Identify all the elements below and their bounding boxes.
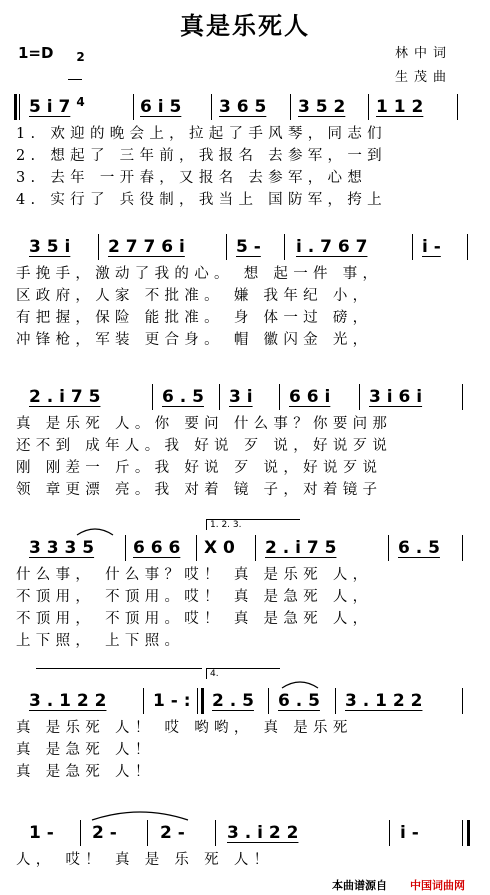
note-group: 6 6 6 [133, 538, 181, 558]
lyric-line-1: 什么事， 什么事？哎！ 真 是乐死 人， [16, 567, 373, 583]
notation-line [0, 94, 490, 120]
note-group: 3 6 5 [219, 97, 267, 117]
note-group: i - [400, 823, 419, 843]
time-signature-numerator: 2 [76, 50, 85, 64]
note-group: 2 - [160, 823, 185, 843]
lyric-line-2: 还不到 成年人。我 好说 歹 说，好说歹说 [16, 438, 393, 454]
note-group: 3 . 1 2 2 [29, 691, 107, 711]
lyric-line-3: 有把握，保险 能批准。 身 体一过 磅， [16, 310, 373, 326]
note-group: 2 . 5 [212, 691, 254, 711]
note-group: 3 5 i [29, 237, 71, 257]
notation-line [0, 234, 490, 260]
note-group: 3 . i 2 2 [227, 823, 299, 843]
note-group: i . 7 6 7 [296, 237, 368, 257]
note-group: 6 . 5 [278, 691, 320, 711]
lyric-line-2: 真 是急死 人！ [16, 742, 155, 758]
note-group: 2 - [92, 823, 117, 843]
lyricist-credit: 林中词 [395, 46, 453, 61]
key-signature: 1=D [18, 44, 54, 62]
lyric-line-1: 人， 哎！ 真 是 乐 死 人！ [16, 852, 274, 868]
note-group: 6 i 5 [140, 97, 182, 117]
lyric-line-3: 不顶用， 不顶用。哎！ 真 是急死 人， [16, 611, 373, 627]
note-group: X 0 [204, 538, 235, 558]
note-group: 5 i 7 [29, 97, 71, 117]
lyric-line-1: 真 是乐死 人。你 要问 什么事？你要问那 [16, 416, 393, 432]
lyric-line-2: 不顶用， 不顶用。哎！ 真 是急死 人， [16, 589, 373, 605]
note-group: 5 - [236, 237, 261, 257]
lyric-line-1: 真 是乐死 人！ 哎 哟哟， 真 是乐死 [16, 720, 353, 736]
lyric-line-2: 2. 想起了 三年前，我报名 去参军，一到 [16, 148, 387, 164]
lyric-line-4: 领 章更漂 亮。我 对着 镜 子，对着镜子 [16, 482, 383, 498]
note-group: 2 . i 7 5 [29, 387, 101, 407]
note-group: 3 5 2 [298, 97, 346, 117]
time-signature-denominator: 4 [76, 95, 85, 109]
site-link[interactable]: 中国词曲网 [410, 879, 465, 892]
notation-line [0, 820, 490, 846]
lyric-line-4: 上下照， 上下照。 [16, 633, 185, 649]
note-group: 6 6 i [289, 387, 331, 407]
lyric-line-4: 冲锋枪，军装 更合身。 帽 徽闪金 光， [16, 332, 373, 348]
note-group: 3 i 6 i [369, 387, 423, 407]
composer-credit: 生茂曲 [395, 70, 453, 85]
note-group: 2 7 7 6 i [108, 237, 185, 257]
lyric-line-3: 刚 刚差一 斤。我 好说 歹 说，好说歹说 [16, 460, 383, 476]
lyric-line-1: 1. 欢迎的晚会上，拉起了手风琴，同志们 [16, 126, 387, 142]
notation-line [0, 384, 490, 410]
volta-bracket: 1. 2. 3. [206, 519, 300, 530]
note-group: 3 3 3 5 [29, 538, 95, 558]
note-group: 3 . 1 2 2 [345, 691, 423, 711]
note-group: 6 . 5 [162, 387, 204, 407]
lyric-line-4: 4. 实行了 兵役制，我当上 国防军，挎上 [16, 192, 387, 208]
note-group: 3 i [229, 387, 253, 407]
notation-line [0, 535, 490, 561]
lyric-line-3: 3. 去年 一开春，又报名 去参军，心想 [16, 170, 368, 186]
notation-line [0, 688, 490, 714]
volta-bracket: 4. [206, 668, 280, 679]
lyric-line-3: 真 是急死 人！ [16, 764, 155, 780]
note-group: 1 - [29, 823, 54, 843]
note-group: 1 1 2 [376, 97, 424, 117]
note-group: i - [422, 237, 441, 257]
volta-line [36, 668, 202, 669]
note-group: 1 - : [153, 691, 191, 711]
note-group: 2 . i 7 5 [265, 538, 337, 558]
source-label: 本曲谱源自 [332, 879, 387, 892]
lyric-line-2: 区政府，人家 不批准。 嫌 我年纪 小， [16, 288, 373, 304]
song-title: 真是乐死人 [180, 11, 310, 40]
lyric-line-1: 手挽手，激动了我的心。 想 起一件 事， [16, 266, 383, 282]
note-group: 6 . 5 [398, 538, 440, 558]
